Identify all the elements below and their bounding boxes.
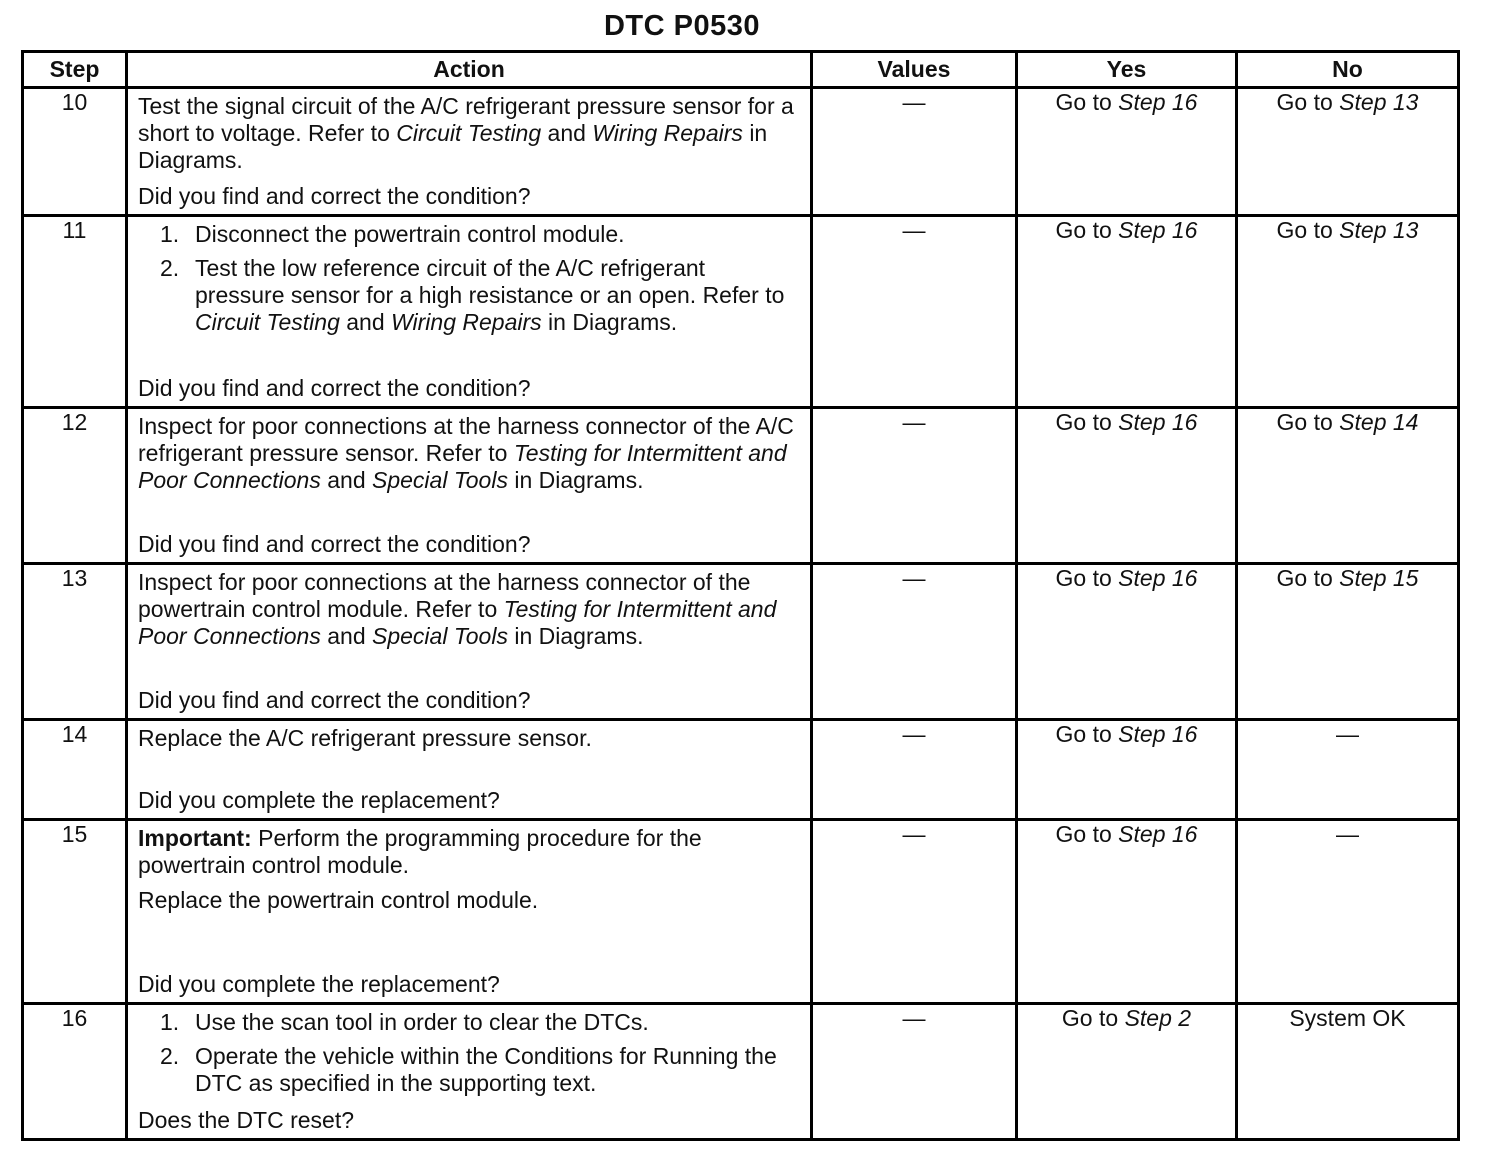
table-row (23, 88, 1459, 216)
action-list (138, 1009, 800, 1104)
table-row (23, 820, 1459, 1004)
action-cell (127, 216, 812, 408)
values-cell: — (812, 88, 1017, 216)
action-cell (127, 408, 812, 564)
page-title: DTC P0530 (603, 10, 760, 42)
values-cell: — (812, 720, 1017, 820)
action-question: Did you find and correct the condition? (138, 531, 531, 557)
values-cell: — (812, 408, 1017, 564)
step-number: 13 (23, 564, 127, 720)
action-question: Did you find and correct the condition? (138, 375, 531, 401)
list-item: 1. Disconnect the powertrain control module. (160, 221, 625, 247)
list-item: 1. Use the scan tool in order to clear the DTCs. (160, 1009, 649, 1035)
action-text: Test the signal circuit of the A/C refrigerant pressure sensor for a short to voltage. Refer to Circuit Testing and Wiring Repairs in Diagrams. (138, 93, 794, 173)
list-item: 2. Operate the vehicle within the Conditions for Running the DTC as specified in the supporting text. (160, 1043, 777, 1096)
action-cell (127, 720, 812, 820)
important-note: Important: Perform the programming procedure for the powertrain control module. (138, 825, 702, 878)
table-row (23, 720, 1459, 820)
no-cell: Go to Step 13 (1237, 216, 1459, 408)
step-number: 14 (23, 720, 127, 820)
list-item: 2. Test the low reference circuit of the A/C refrigerant pressure sensor for a high resistance or an open. Refer to Circuit Testing and Wiring Repairs in Diagrams. (160, 255, 785, 335)
table-row (23, 408, 1459, 564)
header-step: Step (23, 52, 127, 88)
header-row (23, 52, 1459, 88)
no-cell: System OK (1237, 1004, 1459, 1140)
no-cell: Go to Step 13 (1237, 88, 1459, 216)
yes-cell: Go to Step 16 (1017, 88, 1237, 216)
action-text: Replace the A/C refrigerant pressure sensor. (138, 725, 592, 751)
header-values: Values (812, 52, 1017, 88)
action-text: Inspect for poor connections at the harness connector of the powertrain control module. Refer to Testing for Intermittent and Poor Connections and Special Tools in Diagrams. (138, 569, 777, 649)
no-cell: Go to Step 14 (1237, 408, 1459, 564)
action-cell (127, 564, 812, 720)
header-no: No (1237, 52, 1459, 88)
action-cell (127, 88, 812, 216)
action-text: Inspect for poor connections at the harness connector of the A/C refrigerant pressure sensor. Refer to Testing for Intermittent and Poor Connections and Special Tools in Diagrams. (138, 413, 794, 493)
action-question: Did you find and correct the condition? (138, 183, 531, 209)
yes-cell: Go to Step 16 (1017, 820, 1237, 1004)
action-list (138, 221, 800, 343)
table-row (23, 1004, 1459, 1140)
yes-cell: Go to Step 16 (1017, 408, 1237, 564)
yes-cell: Go to Step 16 (1017, 564, 1237, 720)
values-cell: — (812, 1004, 1017, 1140)
yes-cell: Go to Step 16 (1017, 720, 1237, 820)
table-row (23, 564, 1459, 720)
action-question: Did you complete the replacement? (138, 971, 500, 997)
table-row (23, 216, 1459, 408)
no-cell: — (1237, 720, 1459, 820)
yes-cell: Go to Step 2 (1017, 1004, 1237, 1140)
header-action: Action (127, 52, 812, 88)
action-cell (127, 1004, 812, 1140)
step-number: 15 (23, 820, 127, 1004)
header-yes: Yes (1017, 52, 1237, 88)
action-text: Replace the powertrain control module. (138, 887, 539, 913)
step-number: 11 (23, 216, 127, 408)
diagnostic-table (21, 50, 1460, 1141)
action-cell (127, 820, 812, 1004)
action-question: Does the DTC reset? (138, 1107, 355, 1133)
step-number: 16 (23, 1004, 127, 1140)
action-question: Did you find and correct the condition? (138, 687, 531, 713)
step-number: 12 (23, 408, 127, 564)
values-cell: — (812, 564, 1017, 720)
no-cell: Go to Step 15 (1237, 564, 1459, 720)
values-cell: — (812, 216, 1017, 408)
values-cell: — (812, 820, 1017, 1004)
step-number: 10 (23, 88, 127, 216)
no-cell: — (1237, 820, 1459, 1004)
yes-cell: Go to Step 16 (1017, 216, 1237, 408)
action-question: Did you complete the replacement? (138, 787, 500, 813)
